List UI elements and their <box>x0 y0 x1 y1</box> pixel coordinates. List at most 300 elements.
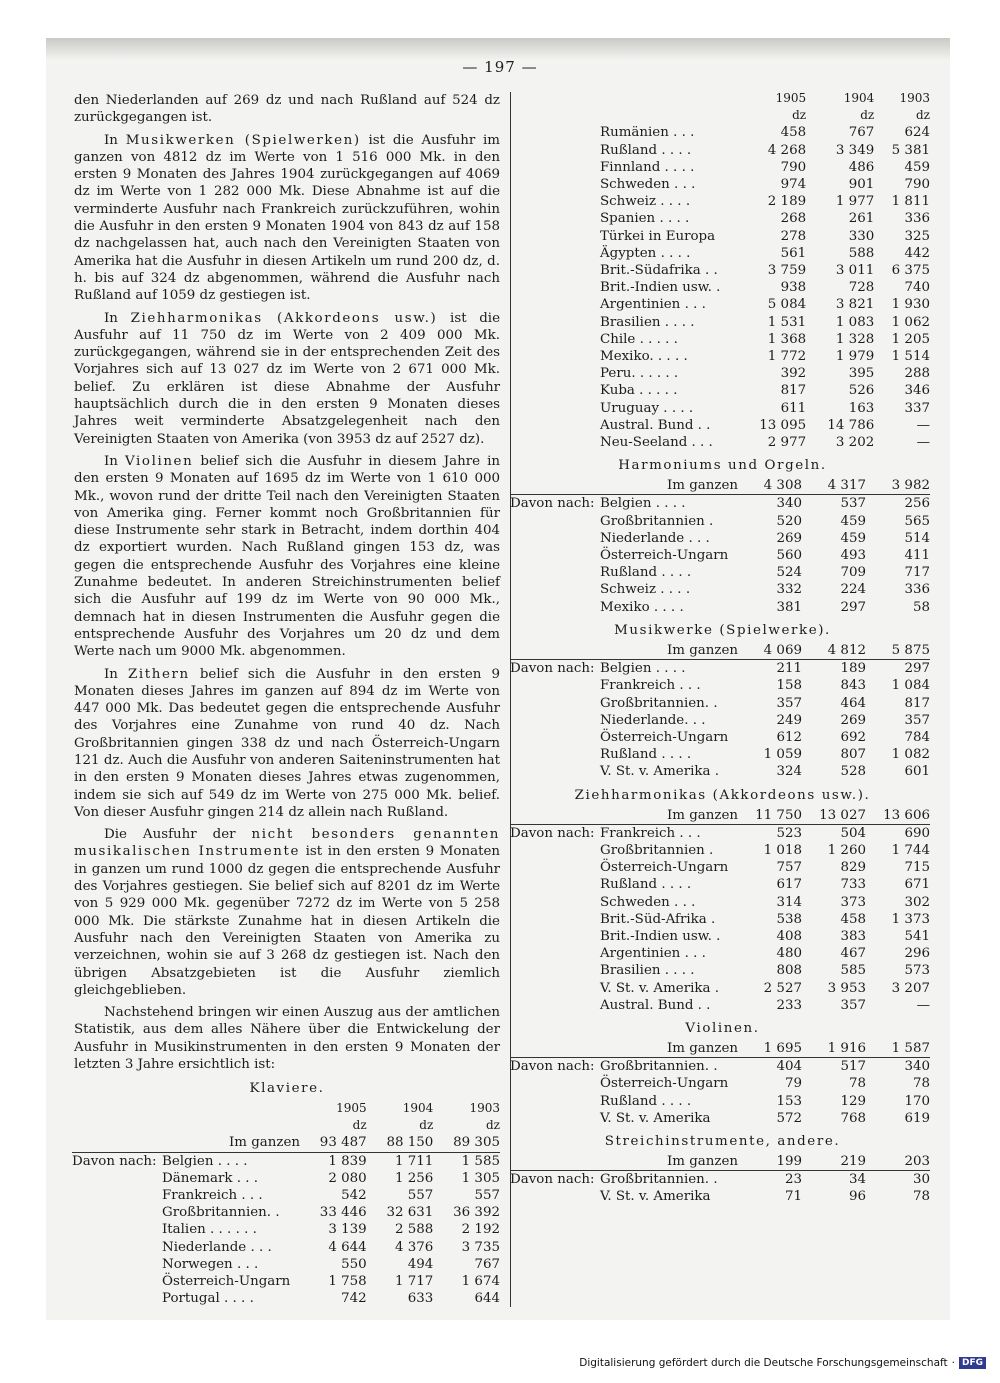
value-cell: 4 268 <box>767 142 807 158</box>
table-row <box>510 729 930 746</box>
value-cell: 938 <box>780 280 807 296</box>
paragraph-lead: In <box>104 132 126 148</box>
country-label: Uruguay . . . . <box>600 400 694 416</box>
davon-cell <box>510 842 600 859</box>
total-label: Im ganzen <box>600 477 738 495</box>
table-row <box>510 581 930 598</box>
davon-cell <box>510 314 600 331</box>
value-cell: 381 <box>776 599 802 615</box>
paragraph <box>74 1004 500 1073</box>
value-cell: 297 <box>904 661 930 677</box>
table-row <box>510 746 930 763</box>
value-cell: 302 <box>904 894 930 910</box>
value-cell: 1 084 <box>891 678 930 694</box>
table-row <box>510 331 930 348</box>
value-cell: 467 <box>840 946 866 962</box>
value-cell: 71 <box>784 1189 802 1205</box>
table-row <box>510 1075 930 1092</box>
scan-edge <box>46 38 950 60</box>
unit-label: dz <box>352 1118 367 1133</box>
table-row <box>510 928 930 945</box>
value-cell: 1 531 <box>767 314 807 330</box>
total-value: 1 587 <box>866 1040 930 1058</box>
table-row <box>510 314 930 331</box>
value-cell: 13 095 <box>759 417 807 433</box>
table-harmoniums <box>510 477 930 616</box>
davon-cell <box>510 712 600 729</box>
davon-cell: Davon nach: <box>510 661 595 677</box>
value-cell: 1 018 <box>763 842 802 858</box>
total-row <box>510 1153 930 1171</box>
total-value: 4 308 <box>738 477 802 495</box>
value-cell: 523 <box>776 825 802 841</box>
value-cell: 585 <box>840 963 866 979</box>
paragraph-text: den Niederlanden auf 269 dz und nach Rußland auf 524 dz zurückgegangen ist. <box>74 93 500 126</box>
davon-cell <box>510 962 600 979</box>
country-label: Spanien . . . . <box>600 211 690 227</box>
value-cell: 692 <box>840 729 866 745</box>
davon-cell <box>510 695 600 712</box>
value-cell: 767 <box>848 125 875 141</box>
davon-cell <box>510 763 600 780</box>
value-cell: 1 585 <box>461 1153 500 1169</box>
davon-cell <box>510 1093 600 1110</box>
table-row <box>510 842 930 859</box>
paragraph-text: belief sich die Ausfuhr in den ersten 9 Monaten dieses Jahres im ganzen auf 894 dz im Werte von 447 000 Mk. Das bedeutet gegen die entsprechende Ausfuhr des Vorjahres eine Zunahme von rund 40 dz. Nach Großbritannien gingen 338 dz und nach Österreich-Ungarn 121 dz. Auch die Ausfuhr von anderen Saiteninstrumenten hat in den ersten 9 Monaten dieses Jahres etwas zugenommen, indem sie sich auf 549 dz im Werte von 275 000 Mk. belief. Von dieser Ausfuhr gingen 214 dz allein nach Rußland. <box>74 666 500 820</box>
davon-cell <box>510 599 600 616</box>
davon-cell <box>510 928 600 945</box>
section-title: Musikwerke (Spielwerke). <box>614 622 831 638</box>
value-cell: 337 <box>904 400 930 416</box>
table-row <box>510 894 930 911</box>
dfg-logo: DFG <box>959 1357 986 1369</box>
table-row <box>510 262 930 279</box>
country-label: Niederlande. . . <box>600 712 706 728</box>
value-cell: 1 062 <box>891 314 930 330</box>
table-row <box>510 193 930 210</box>
value-cell: 23 <box>784 1172 802 1188</box>
unit-label: dz <box>915 108 930 123</box>
paragraph-lead: In <box>104 453 125 469</box>
value-cell: 256 <box>904 496 930 512</box>
section-title: Klaviere. <box>249 1081 325 1096</box>
table-row <box>510 279 930 296</box>
paragraph-lead: In <box>104 310 131 326</box>
total-row <box>510 477 930 495</box>
value-cell: 2 977 <box>767 435 807 451</box>
year-header <box>806 90 874 124</box>
value-cell: 324 <box>776 764 802 780</box>
year-header <box>874 90 930 124</box>
value-cell: 3 202 <box>835 435 875 451</box>
paragraph-text: ist in den ersten 9 Monaten in ganzen um rund 1000 dz gegen die entsprechende Ausfuhr des Vorjahres gestiegen. Sie belief sich auf 8201 dz im Werte von 5 929 000 Mk. gegenüber 7272 dz im Werte von 5 258 000 Mk. Die stärkste Zunahme hat in diesen Artikeln die Ausfuhr nach den Vereinigten Staaten von Amerika zu verzeichnen, wohin sie auf 3 268 dz gestiegen ist. Nach den übrigen Absatzgebieten ist die Ausfuhr ziemlich gleichgeblieben. <box>74 844 501 998</box>
table-row <box>510 434 930 451</box>
davon-cell <box>510 262 600 279</box>
section-title: Streichinstrumente, andere. <box>604 1133 841 1149</box>
body-text-column <box>74 92 500 1078</box>
value-cell: 717 <box>904 565 930 581</box>
value-cell: 644 <box>474 1291 500 1307</box>
value-cell: 1 083 <box>835 314 875 330</box>
davon-cell <box>510 159 600 176</box>
country-label: Brit.-Indien usw. . <box>600 280 721 296</box>
value-cell: 493 <box>840 548 866 564</box>
value-cell: 224 <box>840 582 866 598</box>
country-label: Schweden . . . <box>600 177 696 193</box>
value-cell: 572 <box>776 1110 802 1126</box>
country-label: Belgien . . . . <box>600 496 686 512</box>
value-cell: 611 <box>780 400 807 416</box>
value-cell: 336 <box>904 582 930 598</box>
country-label: Großbritannien. . <box>162 1205 280 1221</box>
value-cell: 514 <box>904 530 930 546</box>
table-row <box>510 228 930 245</box>
davon-cell <box>510 365 600 382</box>
value-cell: 3 735 <box>461 1239 500 1255</box>
unit-label: dz <box>485 1118 500 1133</box>
country-label: Mexiko . . . . <box>600 599 684 615</box>
country-label: Brit.-Süd-Afrika . <box>600 911 716 927</box>
value-cell: 459 <box>904 159 930 175</box>
value-cell: 624 <box>904 125 930 141</box>
table-row <box>510 400 930 417</box>
value-cell: 1 772 <box>767 349 807 365</box>
davon-cell <box>510 124 600 141</box>
value-cell: 78 <box>848 1076 866 1092</box>
davon-cell <box>510 176 600 193</box>
paragraph-text: ist die Ausfuhr auf 11 750 dz im Werte von 2 409 000 Mk. zurückgegangen, während sie in der entsprechenden Zeit des Vorjahres sich auf 13 027 dz im Werte von 2 671 000 Mk. belief. Zu erklären ist diese Abnahme der Ausfuhr hauptsächlich durch die in den ersten 9 Monaten dieses Jahres weit verminderte Absatzgelegenheit nach den Vereinigten Staaten von Amerika (von 3953 dz auf 2527 dz). <box>74 310 501 447</box>
value-cell: 36 392 <box>453 1205 500 1221</box>
country-label: Schweiz . . . . <box>600 194 691 210</box>
paragraph-spaced-term: Violinen <box>124 453 194 469</box>
value-cell: 528 <box>840 764 866 780</box>
total-value: 203 <box>866 1153 930 1171</box>
value-cell: 458 <box>840 911 866 927</box>
davon-cell <box>72 1239 162 1256</box>
table-row <box>510 382 930 399</box>
table-row <box>72 1239 500 1256</box>
value-cell: 790 <box>780 159 807 175</box>
value-cell: 278 <box>780 228 807 244</box>
value-cell: 790 <box>904 177 930 193</box>
value-cell: 550 <box>341 1256 367 1272</box>
davon-cell <box>510 729 600 746</box>
country-label: Schweden . . . <box>600 894 696 910</box>
total-value: 3 982 <box>866 477 930 495</box>
value-cell: 340 <box>776 496 802 512</box>
table-klaviere_cont <box>510 90 930 451</box>
country-label: Finnland . . . . <box>600 159 695 175</box>
country-label: Brit.-Südafrika . . <box>600 263 718 279</box>
table-row <box>510 513 930 530</box>
table-row <box>510 245 930 262</box>
value-cell: 601 <box>904 764 930 780</box>
value-cell: 1 305 <box>461 1170 500 1186</box>
value-cell: 32 631 <box>386 1205 434 1221</box>
country-label: Türkei in Europa <box>600 228 716 244</box>
value-cell: 560 <box>776 548 802 564</box>
country-label: V. St. v. Amerika . <box>600 764 719 780</box>
total-value: 93 487 <box>300 1134 367 1152</box>
value-cell: 261 <box>848 211 875 227</box>
value-cell: 3 139 <box>328 1222 367 1238</box>
table-row <box>72 1152 500 1170</box>
value-cell: 269 <box>776 530 802 546</box>
value-cell: 5 084 <box>767 297 807 313</box>
value-cell: 1 059 <box>763 747 802 763</box>
davon-cell <box>510 530 600 547</box>
footer-credit <box>579 1357 986 1369</box>
value-cell: 690 <box>904 825 930 841</box>
year-header <box>300 1100 367 1134</box>
table-row <box>72 1221 500 1238</box>
value-cell: 330 <box>848 228 875 244</box>
table-row <box>510 547 930 564</box>
country-label: Österreich-Ungarn <box>600 729 729 745</box>
country-label: Großbritannien . <box>600 842 714 858</box>
value-cell: 288 <box>904 366 930 382</box>
country-label: Norwegen . . . <box>162 1256 259 1272</box>
table-streich <box>510 1153 930 1206</box>
country-label: Argentinien . . . <box>600 297 706 313</box>
total-row <box>510 1040 930 1058</box>
section-title: Harmoniums und Orgeln. <box>618 458 827 474</box>
value-cell: 408 <box>776 928 802 944</box>
value-cell: 504 <box>840 825 866 841</box>
davon-cell <box>510 193 600 210</box>
value-cell: 269 <box>840 712 866 728</box>
total-value: 4 069 <box>738 642 802 660</box>
value-cell: 1 256 <box>394 1170 434 1186</box>
davon-cell <box>510 876 600 893</box>
total-label: Im ganzen <box>600 807 738 825</box>
total-row <box>510 642 930 660</box>
country-label: Argentinien . . . <box>600 946 706 962</box>
value-cell: 442 <box>904 245 930 261</box>
value-cell: 633 <box>407 1291 434 1307</box>
value-cell: 357 <box>776 695 802 711</box>
davon-cell: Davon nach: <box>510 1059 595 1075</box>
davon-cell <box>510 434 600 451</box>
country-label: Österreich-Ungarn <box>600 860 729 876</box>
country-label: Peru. . . . . . <box>600 366 679 382</box>
value-cell: 4 644 <box>328 1239 367 1255</box>
table-row <box>510 210 930 227</box>
value-cell: 784 <box>904 729 930 745</box>
value-cell: 459 <box>840 513 866 529</box>
country-label: Chile . . . . . <box>600 331 678 347</box>
country-label: V. St. v. Amerika <box>600 1110 711 1126</box>
table-row <box>510 417 930 434</box>
davon-cell <box>510 677 600 694</box>
total-value: 1 695 <box>738 1040 802 1058</box>
value-cell: — <box>916 435 930 451</box>
value-cell: 807 <box>840 747 866 763</box>
unit-label: dz <box>419 1118 434 1133</box>
value-cell: 129 <box>840 1093 866 1109</box>
value-cell: 538 <box>776 911 802 927</box>
value-cell: 158 <box>776 678 802 694</box>
value-cell: 974 <box>780 177 807 193</box>
value-cell: 843 <box>840 678 866 694</box>
value-cell: 757 <box>776 860 802 876</box>
year-header <box>433 1100 500 1134</box>
table-row <box>510 824 930 842</box>
value-cell: 557 <box>407 1188 434 1204</box>
total-value: 4 812 <box>802 642 866 660</box>
value-cell: 517 <box>840 1059 866 1075</box>
value-cell: 524 <box>776 565 802 581</box>
value-cell: 480 <box>776 946 802 962</box>
value-cell: 829 <box>840 860 866 876</box>
total-value: 13 606 <box>866 807 930 825</box>
table-row <box>510 296 930 313</box>
value-cell: 565 <box>904 513 930 529</box>
table-row <box>510 365 930 382</box>
country-label: Belgien . . . . <box>162 1153 248 1169</box>
value-cell: — <box>916 417 930 433</box>
paragraph-lead: Die Ausfuhr der <box>104 827 252 843</box>
value-cell: 1 368 <box>767 331 807 347</box>
country-label: Brasilien . . . . <box>600 314 695 330</box>
davon-cell <box>72 1273 162 1290</box>
year-label: 1903 <box>899 91 930 105</box>
value-cell: 2 192 <box>461 1222 500 1238</box>
total-value: 11 750 <box>738 807 802 825</box>
value-cell: 541 <box>904 928 930 944</box>
table-row <box>510 677 930 694</box>
value-cell: 332 <box>776 582 802 598</box>
tables-column <box>510 90 935 1206</box>
value-cell: 404 <box>776 1059 802 1075</box>
value-cell: 619 <box>904 1110 930 1126</box>
value-cell: 2 189 <box>767 194 807 210</box>
table-row <box>510 495 930 513</box>
value-cell: 494 <box>407 1256 434 1272</box>
table-row <box>510 159 930 176</box>
table-row <box>72 1256 500 1273</box>
davon-cell: Davon nach: <box>510 1172 595 1188</box>
value-cell: 1 811 <box>891 194 930 210</box>
value-cell: 1 744 <box>891 842 930 858</box>
value-cell: 296 <box>904 946 930 962</box>
value-cell: 163 <box>848 400 875 416</box>
country-label: Portugal . . . . <box>162 1291 254 1307</box>
value-cell: 153 <box>776 1093 802 1109</box>
value-cell: 58 <box>912 599 930 615</box>
value-cell: 5 381 <box>891 142 930 158</box>
value-cell: 1 977 <box>835 194 875 210</box>
table-row <box>510 876 930 893</box>
value-cell: 6 375 <box>891 263 930 279</box>
davon-cell <box>510 564 600 581</box>
value-cell: 3 207 <box>891 980 930 996</box>
total-value: 4 317 <box>802 477 866 495</box>
value-cell: 1 082 <box>891 747 930 763</box>
total-value: 89 305 <box>433 1134 500 1152</box>
value-cell: 3 953 <box>827 980 866 996</box>
value-cell: 526 <box>848 383 875 399</box>
table-row <box>510 660 930 678</box>
davon-cell <box>72 1290 162 1307</box>
value-cell: 96 <box>848 1189 866 1205</box>
table-row <box>510 712 930 729</box>
value-cell: 573 <box>904 963 930 979</box>
value-cell: 79 <box>784 1076 802 1092</box>
country-label: V. St. v. Amerika <box>600 1189 711 1205</box>
value-cell: 561 <box>780 245 807 261</box>
value-cell: 542 <box>341 1188 367 1204</box>
total-row <box>510 807 930 825</box>
country-label: Austral. Bund . . <box>600 997 711 1013</box>
davon-cell <box>510 210 600 227</box>
value-cell: 557 <box>474 1188 500 1204</box>
value-cell: 357 <box>904 712 930 728</box>
total-value: 219 <box>802 1153 866 1171</box>
country-label: Frankreich . . . <box>600 825 701 841</box>
value-cell: 486 <box>848 159 875 175</box>
value-cell: 3 011 <box>835 263 875 279</box>
davon-cell <box>510 382 600 399</box>
value-cell: 78 <box>912 1189 930 1205</box>
table-row <box>510 980 930 997</box>
value-cell: 392 <box>780 366 807 382</box>
value-cell: 458 <box>780 125 807 141</box>
value-cell: 3 349 <box>835 142 875 158</box>
davon-cell <box>510 348 600 365</box>
total-value: 88 150 <box>367 1134 434 1152</box>
paragraph-text: ist die Ausfuhr im ganzen von 4812 dz im Werte von 1 516 000 Mk. in den ersten 9 Monaten des Jahres 1904 zurückgegangen auf 4069 dz im Werte von 1 282 000 Mk. Diese Abnahme ist auf die verminderte Ausfuhr nach Frankreich zurückzuführen, wohin die Ausfuhr in den ersten 9 Monaten 1904 von 843 dz auf 158 dz nachgelassen hat, auch nach den Vereinigten Staaten von Amerika hat die Ausfuhr in diesen Artikeln um rund 200 dz, d. h. bis auf 324 dz abgenommen, während die Ausfuhr nach Rußland auf 1059 dz gestiegen ist. <box>74 132 500 304</box>
table-row <box>510 859 930 876</box>
value-cell: 336 <box>904 211 930 227</box>
total-label: Im ganzen <box>600 642 738 660</box>
country-label: Österreich-Ungarn <box>600 1076 729 1092</box>
value-cell: 1 205 <box>891 331 930 347</box>
davon-cell <box>510 581 600 598</box>
value-cell: 617 <box>776 877 802 893</box>
footer-text: Digitalisierung gefördert durch die Deutsche Forschungsgemeinschaft <box>579 1357 948 1369</box>
country-label: Großbritannien. . <box>600 1059 718 1075</box>
value-cell: 3 821 <box>835 297 875 313</box>
country-label: Brit.-Indien usw. . <box>600 928 721 944</box>
total-value: 1 916 <box>802 1040 866 1058</box>
table-row <box>510 142 930 159</box>
value-cell: 728 <box>848 280 875 296</box>
davon-cell: Davon nach: <box>510 825 595 841</box>
paragraph-text: Nachstehend bringen wir einen Auszug aus der amtlichen Statistik, aus dem alles Nähere über die Entwickelung der Ausfuhr in Musikinstrumenten in den ersten 9 Monaten der letzten 3 Jahre ersichtlich ist: <box>74 1005 500 1073</box>
davon-cell: Davon nach: <box>72 1153 157 1169</box>
year-label: 1905 <box>775 91 807 105</box>
table-ziehharmonikas <box>510 807 930 1014</box>
value-cell: 395 <box>848 366 875 382</box>
year-header <box>367 1100 434 1134</box>
country-label: Brasilien . . . . <box>600 963 695 979</box>
paragraph <box>74 92 500 127</box>
country-label: Österreich-Ungarn <box>162 1274 291 1290</box>
country-label: Mexiko. . . . . <box>600 349 688 365</box>
value-cell: 1 758 <box>328 1274 367 1290</box>
value-cell: 33 446 <box>319 1205 367 1221</box>
table-klaviere <box>72 1100 500 1307</box>
table-row <box>510 962 930 979</box>
value-cell: 383 <box>840 928 866 944</box>
value-cell: 715 <box>904 860 930 876</box>
country-label: V. St. v. Amerika . <box>600 980 719 996</box>
country-label: Rußland . . . . <box>600 877 692 893</box>
country-label: Rumänien . . . <box>600 125 695 141</box>
value-cell: 520 <box>776 513 802 529</box>
country-label: Niederlande . . . <box>600 530 710 546</box>
